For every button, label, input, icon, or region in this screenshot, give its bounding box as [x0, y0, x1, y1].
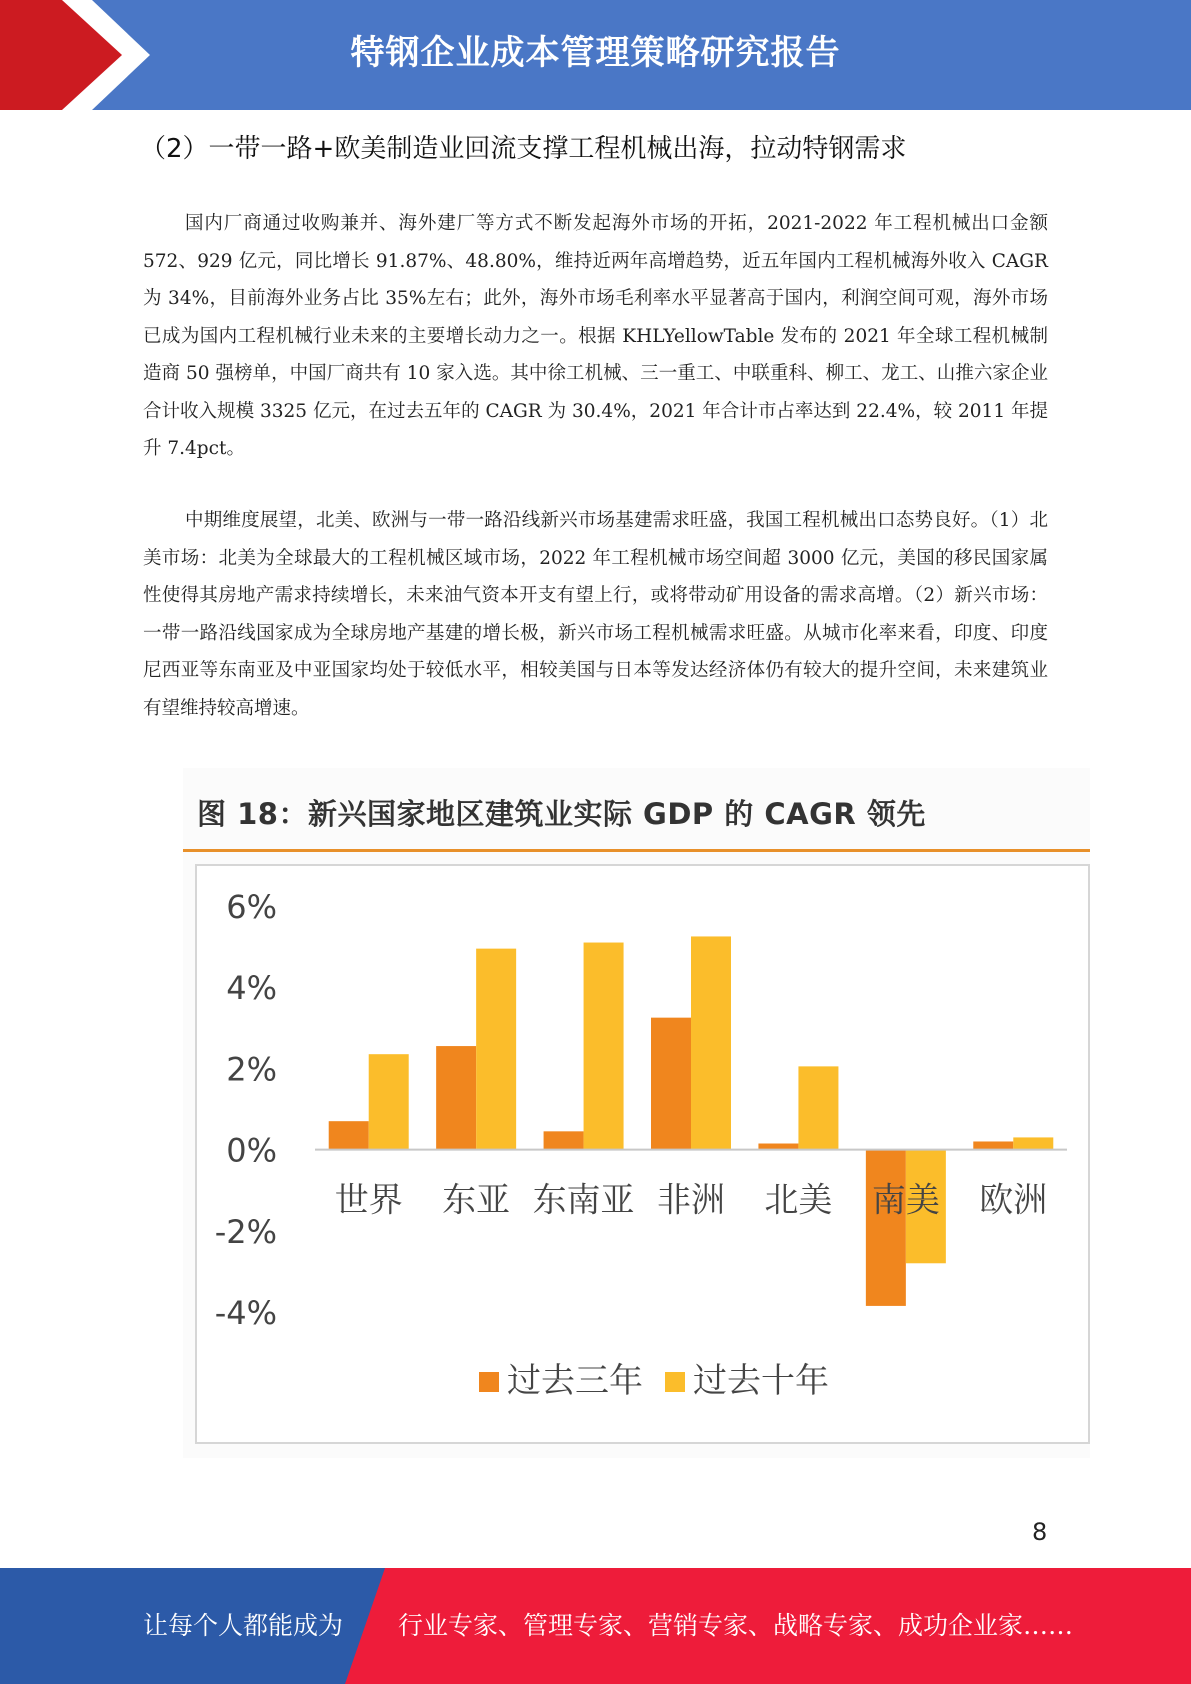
y-tick-label: -2%	[214, 1212, 277, 1251]
page-footer	[0, 1568, 1191, 1684]
figure-title: 图 18：新兴国家地区建筑业实际 GDP 的 CAGR 领先	[197, 797, 926, 831]
bar-past-3-years	[973, 1141, 1013, 1149]
category-label: 非洲	[657, 1180, 725, 1221]
bar-past-3-years	[544, 1131, 584, 1149]
paragraph-overseas-expansion: 国内厂商通过收购兼并、海外建厂等方式不断发起海外市场的开拓，2021-2022 年工程机械出口金额 572、929 亿元，同比增长 91.87%、48.80%，维持近两年高增趋势，近五年国内工程机械海外收入 CAGR 为 34%，目前海外业务占比 35%左右；此外，海外市场毛利率水平显著高于国内，利润空间可观，海外市场已成为国内工程机械行业未来的主要增长动力之一。根据 KHLYellowTable 发布的 2021 年全球工程机械制造商 50 强榜单，中国厂商共有 10 家入选。其中徐工机械、三一重工、中联重科、柳工、龙工、山推六家企业合计收入规模 3325 亿元，在过去五年的 CAGR 为 30.4%，2021 年合计市占率达到 22.4%，较 2011 年提升 7.4pct。	[143, 213, 1048, 459]
bar-past-3-years	[651, 1018, 691, 1150]
figure-18	[183, 768, 1090, 1458]
bar-chart	[197, 866, 1092, 1446]
page-number: 8	[1032, 1518, 1048, 1546]
section-heading: （2）一带一路+欧美制造业回流支撑工程机械出海，拉动特钢需求	[140, 134, 907, 164]
category-label: 南美	[871, 1180, 940, 1221]
bar-past-10-years	[369, 1054, 409, 1149]
category-label: 世界	[334, 1180, 403, 1221]
header-title: 特钢企业成本管理策略研究报告	[350, 33, 841, 73]
bar-past-3-years	[866, 1150, 906, 1306]
bar-past-10-years	[798, 1066, 838, 1149]
page-header	[0, 0, 1191, 110]
figure-title-rule	[183, 849, 1090, 852]
bar-past-3-years	[329, 1121, 369, 1149]
bar-past-10-years	[476, 949, 516, 1150]
y-tick-label: 2%	[226, 1050, 277, 1089]
y-tick-label: 4%	[226, 969, 277, 1008]
legend-swatch	[479, 1372, 499, 1392]
y-tick-label: 6%	[226, 888, 277, 926]
legend-label: 过去三年	[507, 1361, 643, 1401]
bar-past-10-years	[584, 943, 624, 1150]
category-label: 北美	[764, 1180, 833, 1221]
category-label: 欧洲	[979, 1180, 1048, 1221]
category-label: 东亚	[442, 1180, 511, 1221]
bar-chart-frame	[195, 864, 1090, 1444]
legend-label: 过去十年	[693, 1361, 829, 1401]
footer-slogan-left: 让每个人都能成为	[143, 1611, 344, 1640]
footer-slogan-right: 行业专家、管理专家、营销专家、战略专家、成功企业家……	[398, 1611, 1074, 1640]
y-tick-label: 0%	[226, 1131, 277, 1170]
legend-swatch	[665, 1372, 685, 1392]
category-label: 东南亚	[532, 1180, 635, 1221]
bar-past-3-years	[436, 1046, 476, 1150]
paragraph-mid-term-outlook: 中期维度展望，北美、欧洲与一带一路沿线新兴市场基建需求旺盛，我国工程机械出口态势良好。（1）北美市场：北美为全球最大的工程机械区域市场，2022 年工程机械市场空间超 3000 亿元，美国的移民国家属性使得其房地产需求持续增长，未来油气资本开支有望上行，或将带动矿用设备的需求高增。（2）新兴市场：一带一路沿线国家成为全球房地产基建的增长极，新兴市场工程机械需求旺盛。从城市化率来看，印度、印度尼西亚等东南亚及中亚国家均处于较低水平，相较美国与日本等发达经济体仍有较大的提升空间，未来建筑业有望维持较高增速。	[143, 510, 1048, 719]
bar-past-10-years	[1013, 1137, 1053, 1149]
y-tick-label: -4%	[214, 1294, 277, 1332]
bar-past-10-years	[691, 936, 731, 1149]
